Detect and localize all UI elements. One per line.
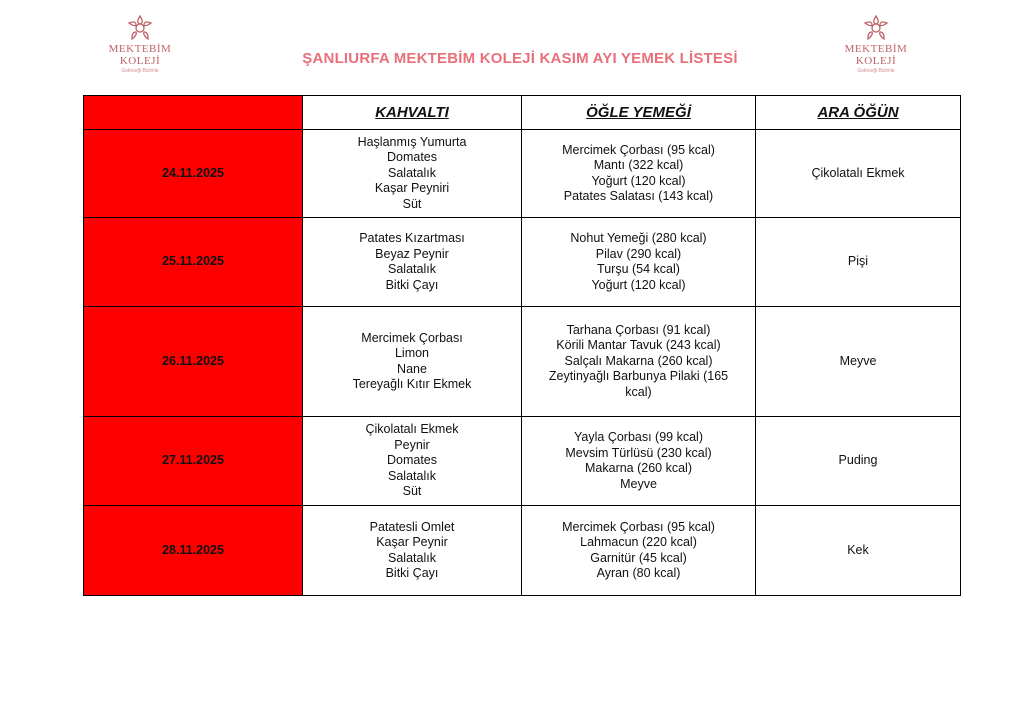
menu-item: Meyve: [839, 353, 877, 368]
lunch-cell: [522, 307, 756, 417]
menu-item: Tarhana Çorbası (91 kcal): [566, 322, 711, 337]
menu-item: Mantı (322 kcal): [593, 158, 684, 172]
logo-text-line3: Geleceği Bizimle: [857, 68, 895, 74]
snack-cell: [756, 130, 961, 218]
menu-item: Kek: [847, 542, 869, 557]
lunch-cell: [522, 130, 756, 218]
date-cell: 27.11.2025: [84, 417, 303, 506]
column-header-lunch: ÖĞLE YEMEĞİ: [522, 96, 756, 130]
school-logo-right: [836, 14, 916, 75]
breakfast-cell: [303, 506, 522, 596]
menu-item: Patatesli Omlet: [369, 519, 455, 534]
menu-item: Lahmacun (220 kcal): [580, 535, 697, 549]
menu-item: Kaşar Peynir: [376, 535, 448, 549]
menu-item: Puding: [838, 453, 878, 468]
lunch-cell: [522, 506, 756, 596]
date-cell: 25.11.2025: [84, 218, 303, 307]
menu-item: Domates: [386, 150, 438, 165]
menu-item: Bitki Çayı: [385, 566, 439, 580]
logo-text-line2: KOLEJİ: [119, 55, 161, 67]
menu-item: Patates Salatası (143 kcal): [563, 189, 714, 203]
school-logo-left: [100, 14, 180, 75]
menu-item: Zeytinyağlı Barbunya Pilaki (165: [548, 369, 729, 384]
column-header-breakfast: KAHVALTI: [303, 96, 522, 130]
menu-item: Peynir: [394, 437, 430, 452]
menu-item: Salatalık: [388, 550, 436, 565]
menu-item: Makarna (260 kcal): [585, 461, 692, 475]
date-cell: 26.11.2025: [84, 307, 303, 417]
menu-item: Çikolatalı Ekmek: [365, 422, 459, 437]
menu-item: Yoğurt (120 kcal): [591, 277, 686, 292]
snack-cell: [756, 506, 961, 596]
menu-item: Yoğurt (120 kcal): [591, 173, 686, 188]
table-header-row: [84, 96, 961, 130]
menu-item: Salatalık: [388, 165, 436, 180]
breakfast-cell: [303, 218, 522, 307]
menu-item: Pilav (290 kcal): [595, 246, 682, 261]
menu-item: Garnitür (45 kcal): [590, 550, 687, 565]
flower-logo-icon: [860, 14, 892, 42]
date-cell: 28.11.2025: [84, 506, 303, 596]
menu-item: Beyaz Peynir: [375, 246, 449, 261]
menu-item: Turşu (54 kcal): [597, 262, 680, 276]
header-corner-cell: [84, 96, 303, 130]
logo-text-line3: Geleceği Bizimle: [121, 68, 159, 74]
logo-text-line1: MEKTEBİM: [108, 43, 172, 55]
snack-cell: [756, 307, 961, 417]
table-row: [84, 506, 961, 596]
table-row: [84, 130, 961, 218]
menu-item: Salatalık: [388, 468, 436, 483]
meal-table: [83, 95, 961, 596]
menu-item: Domates: [386, 453, 438, 468]
menu-item: Haşlanmış Yumurta: [357, 134, 467, 149]
date-cell: 24.11.2025: [84, 130, 303, 218]
menu-item: Salçalı Makarna (260 kcal): [564, 353, 713, 368]
page-title: ŞANLIURFA MEKTEBİM KOLEJİ KASIM AYI YEMEK LİSTESİ: [302, 50, 738, 67]
lunch-cell: [522, 218, 756, 307]
menu-item: Mevsim Türlüsü (230 kcal): [565, 445, 712, 460]
logo-text-line1: MEKTEBİM: [844, 43, 908, 55]
menu-item: Limon: [394, 346, 430, 360]
menu-item: Mercimek Çorbası (95 kcal): [562, 142, 715, 157]
menu-item: Süt: [402, 484, 422, 499]
menu-item: Körili Mantar Tavuk (243 kcal): [556, 338, 721, 353]
menu-item: Kaşar Peyniri: [374, 181, 450, 196]
menu-item: Pişi: [847, 254, 869, 269]
menu-item: Mercimek Çorbası (95 kcal): [562, 519, 715, 534]
table-row: [84, 218, 961, 307]
table-row: [84, 417, 961, 506]
breakfast-cell: [303, 307, 522, 417]
column-header-snack: ARA ÖĞÜN: [756, 96, 961, 130]
menu-item: Tereyağlı Kıtır Ekmek: [352, 377, 472, 391]
menu-item: Patates Kızartması: [359, 231, 465, 245]
menu-item: kcal): [625, 384, 652, 399]
snack-cell: [756, 218, 961, 307]
menu-item: Bitki Çayı: [385, 277, 439, 292]
snack-cell: [756, 417, 961, 506]
menu-item: Yayla Çorbası (99 kcal): [574, 430, 703, 444]
menu-item: Nane: [397, 361, 427, 376]
menu-item: Süt: [402, 196, 422, 211]
menu-item: Nohut Yemeği (280 kcal): [570, 231, 707, 245]
menu-item: Çikolatalı Ekmek: [811, 165, 905, 180]
breakfast-cell: [303, 417, 522, 506]
table-row: [84, 307, 961, 417]
menu-item: Salatalık: [388, 262, 436, 276]
logo-text-line2: KOLEJİ: [855, 55, 897, 67]
lunch-cell: [522, 417, 756, 506]
flower-logo-icon: [124, 14, 156, 42]
menu-item: Mercimek Çorbası: [361, 330, 463, 345]
breakfast-cell: [303, 130, 522, 218]
menu-item: Meyve: [620, 476, 657, 491]
menu-item: Ayran (80 kcal): [596, 566, 681, 580]
